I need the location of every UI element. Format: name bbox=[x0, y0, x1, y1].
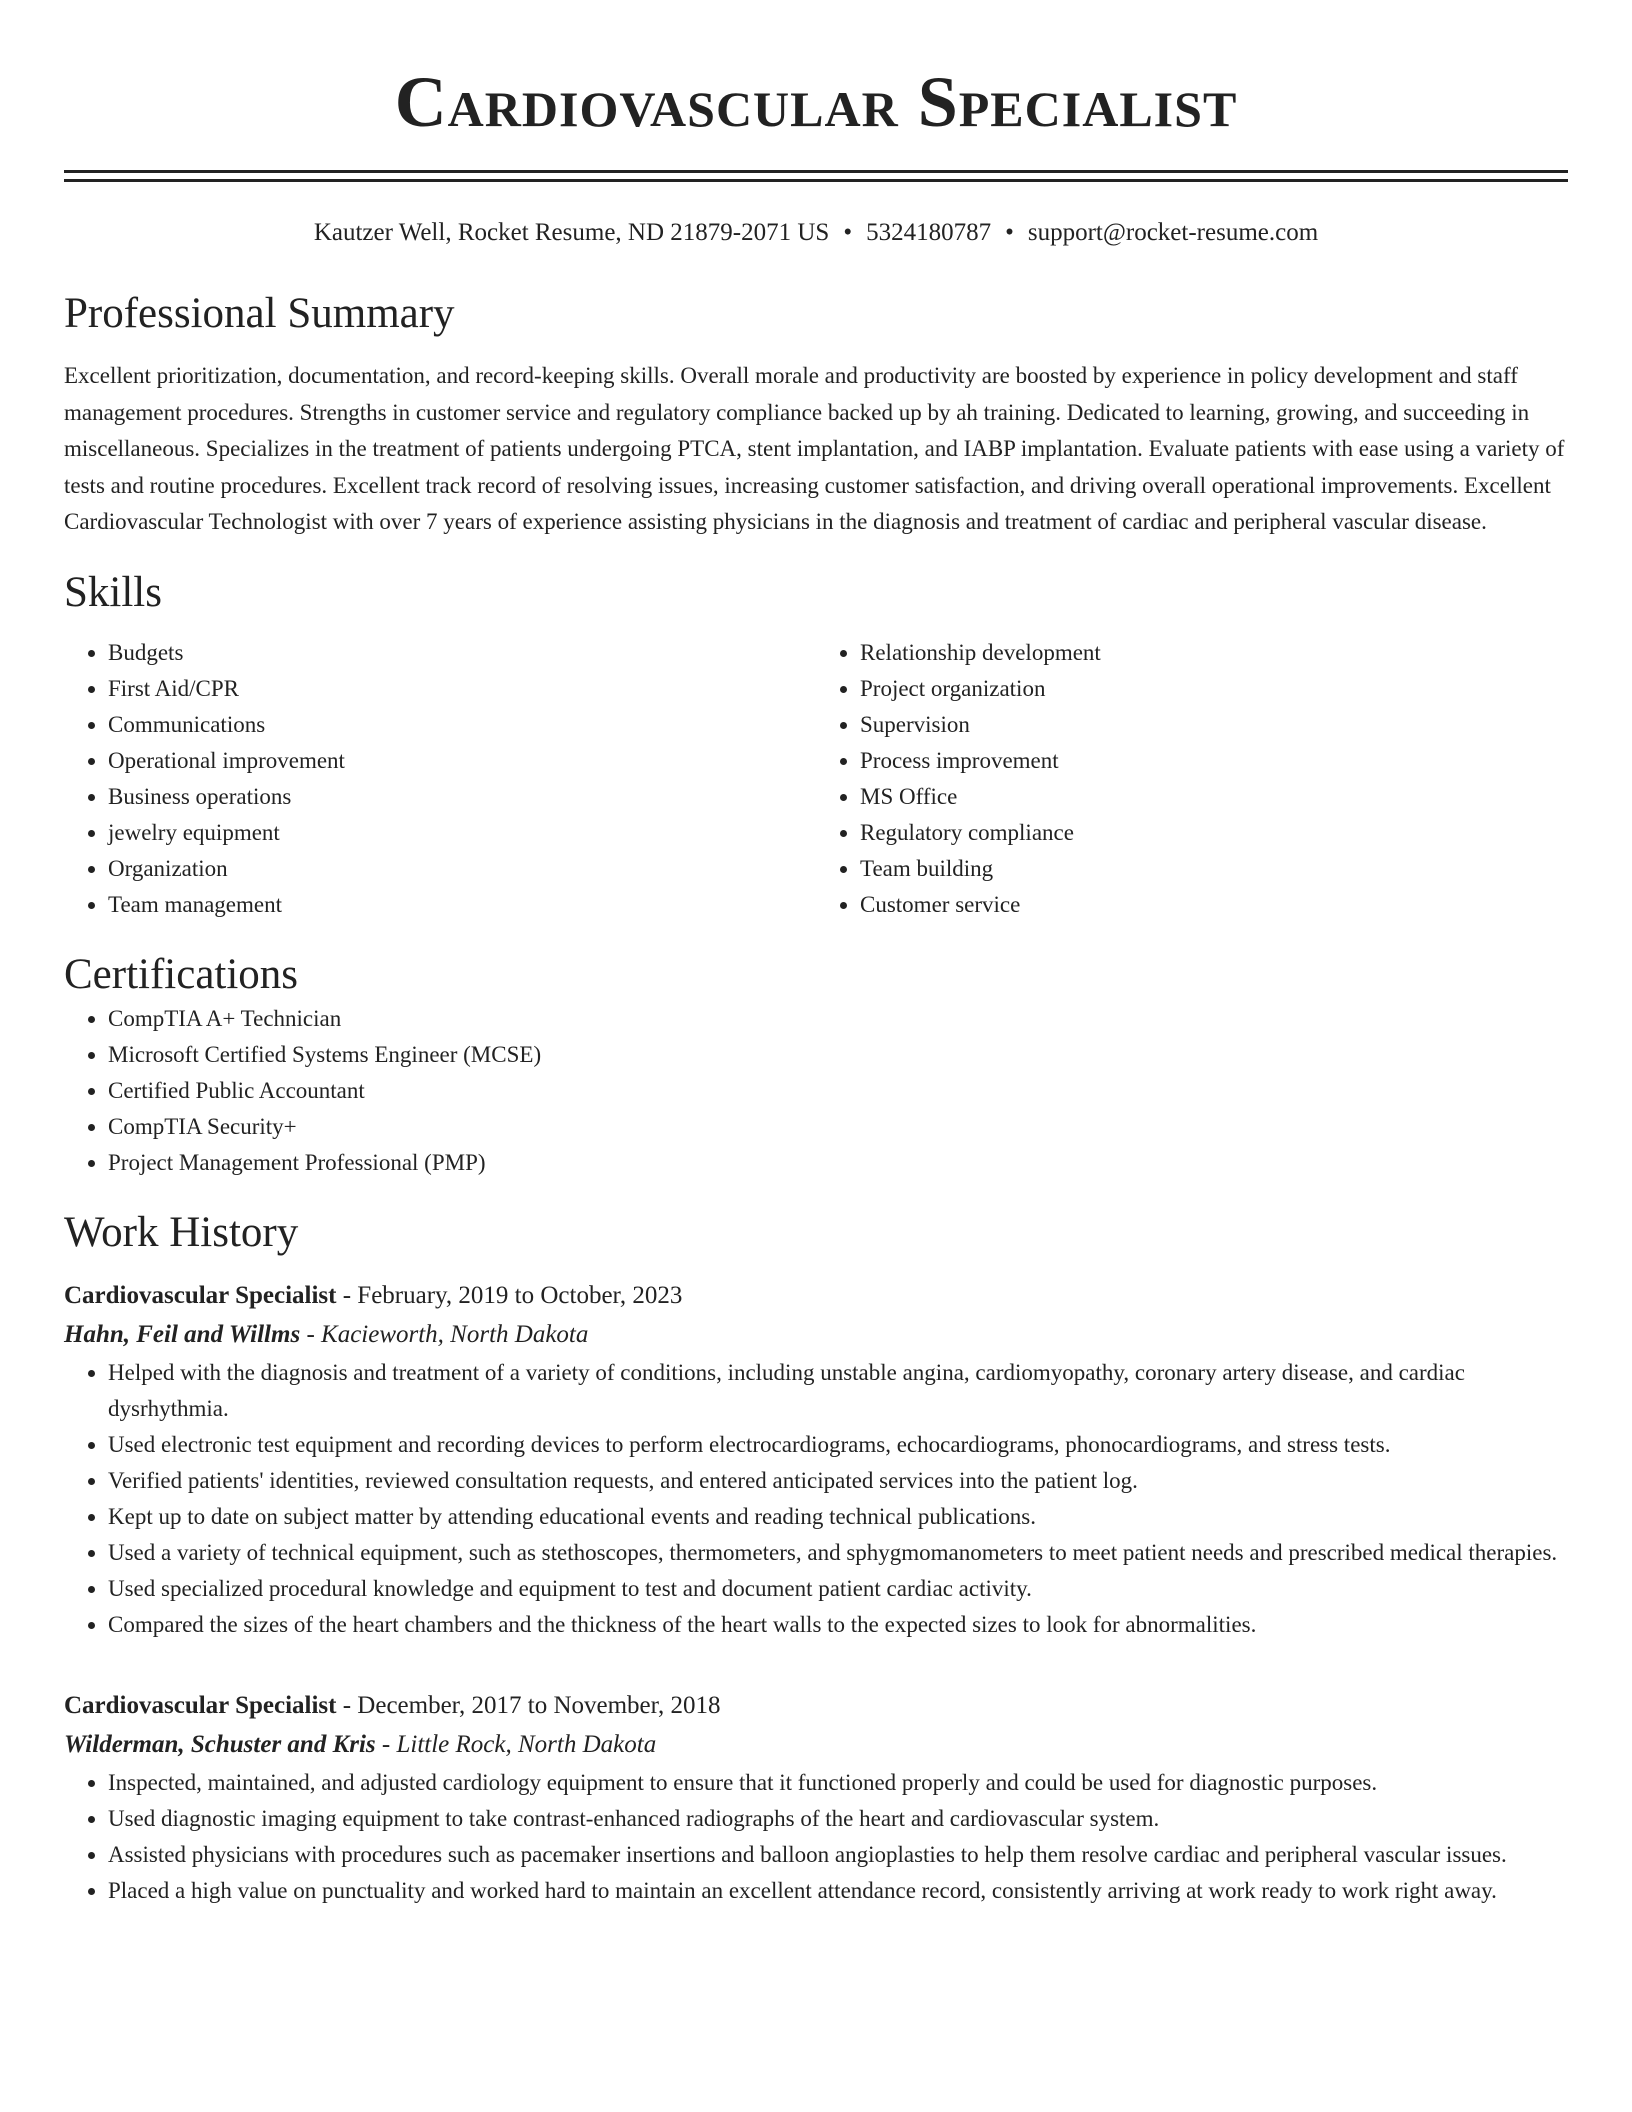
skill-item: • jewelry equipment bbox=[108, 815, 816, 851]
contact-phone: 5324180787 bbox=[866, 219, 992, 246]
certification-item: • Certified Public Accountant bbox=[108, 1073, 1568, 1109]
title-divider bbox=[64, 170, 1568, 182]
job-bullet: • Used diagnostic imaging equipment to take contrast-enhanced radiographs of the heart and cardiovascular system. bbox=[108, 1801, 1568, 1837]
job-bullet: • Used a variety of technical equipment, such as stethoscopes, thermometers, and sphygmomanometers to meet patient needs and prescribed medical therapies. bbox=[108, 1535, 1568, 1571]
resume-title: Cardiovascular Specialist bbox=[394, 62, 1238, 142]
skill-item: • Operational improvement bbox=[108, 743, 816, 779]
job-company-line bbox=[64, 1315, 1568, 1355]
job-dates: - February, 2019 to October, 2023 bbox=[336, 1281, 683, 1309]
skill-item: • Relationship development bbox=[860, 635, 1568, 671]
certification-item: • Microsoft Certified Systems Engineer (MCSE) bbox=[108, 1037, 1568, 1073]
job-bullet: • Helped with the diagnosis and treatment of a variety of conditions, including unstable angina, cardiomyopathy, coronary artery disease, and cardiac dysrhythmia. bbox=[108, 1355, 1568, 1427]
job-bullet: • Verified patients' identities, reviewed consultation requests, and entered anticipated services into the patient log. bbox=[108, 1463, 1568, 1499]
contact-email: support@rocket-resume.com bbox=[1027, 219, 1319, 246]
job-bullets bbox=[64, 1355, 1568, 1643]
skills-list-right bbox=[816, 635, 1568, 923]
skill-item: • Process improvement bbox=[860, 743, 1568, 779]
summary-heading: Professional Summary bbox=[64, 290, 455, 337]
job-company: Wilderman, Schuster and Kris bbox=[64, 1730, 376, 1758]
certifications-list bbox=[64, 1001, 1568, 1181]
skill-item: • Communications bbox=[108, 707, 816, 743]
contact-separator: • bbox=[1005, 219, 1014, 246]
certification-item: • CompTIA A+ Technician bbox=[108, 1001, 1568, 1037]
certification-item: • CompTIA Security+ bbox=[108, 1109, 1568, 1145]
job-entry bbox=[64, 1277, 1568, 1643]
skill-item: • Business operations bbox=[108, 779, 816, 815]
skills-list-left bbox=[64, 635, 816, 923]
job-title-line bbox=[64, 1277, 1568, 1315]
job-bullet: • Compared the sizes of the heart chambers and the thickness of the heart walls to the expected sizes to look for abnormalities. bbox=[108, 1607, 1568, 1643]
skill-item: • MS Office bbox=[860, 779, 1568, 815]
summary-text: Excellent prioritization, documentation, and record-keeping skills. Overall morale and productivity are boosted by experience in policy development and staff management procedures. Strengths in customer service and regulatory compliance backed up by ah training. Dedicated to learning, growing, and succeeding in miscellaneous. Specializes in the treatment of patients undergoing PTCA, stent implantation, and IABP implantation. Evaluate patients with ease using a variety of tests and routine procedures. Excellent track record of resolving issues, increasing customer satisfaction, and driving overall operational improvements. Excellent Cardiovascular Technologist with over 7 years of experience assisting physicians in the diagnosis and treatment of cardiac and peripheral vascular disease. bbox=[64, 363, 1565, 535]
skill-item: • Team management bbox=[108, 887, 816, 923]
job-bullet: • Used specialized procedural knowledge and equipment to test and document patient cardiac activity. bbox=[108, 1571, 1568, 1607]
job-dates: - December, 2017 to November, 2018 bbox=[336, 1691, 721, 1719]
job-bullets bbox=[64, 1765, 1568, 1909]
skill-item: • Team building bbox=[860, 851, 1568, 887]
job-bullet: • Used electronic test equipment and recording devices to perform electrocardiograms, echocardiograms, phonocardiograms, and stress tests. bbox=[108, 1427, 1568, 1463]
job-bullet: • Placed a high value on punctuality and worked hard to maintain an excellent attendance record, consistently arriving at work ready to work right away. bbox=[108, 1873, 1568, 1909]
job-location: - Kacieworth, North Dakota bbox=[300, 1320, 589, 1348]
contact-address: Kautzer Well, Rocket Resume, ND 21879-2071 US bbox=[313, 219, 830, 246]
skill-item: • Project organization bbox=[860, 671, 1568, 707]
skill-item: • Customer service bbox=[860, 887, 1568, 923]
job-bullet: • Kept up to date on subject matter by attending educational events and reading technical publications. bbox=[108, 1499, 1568, 1535]
skill-item: • Organization bbox=[108, 851, 816, 887]
certifications-heading: Certifications bbox=[64, 950, 299, 998]
job-company-line bbox=[64, 1725, 1568, 1765]
skill-item: • Supervision bbox=[860, 707, 1568, 743]
skills-columns bbox=[64, 635, 1568, 923]
job-title: Cardiovascular Specialist bbox=[64, 1281, 337, 1309]
job-location: - Little Rock, North Dakota bbox=[375, 1730, 657, 1758]
job-title: Cardiovascular Specialist bbox=[64, 1691, 337, 1719]
job-company: Hahn, Feil and Willms bbox=[64, 1320, 301, 1348]
job-bullet: • Inspected, maintained, and adjusted cardiology equipment to ensure that it functioned properly and could be used for diagnostic purposes. bbox=[108, 1765, 1568, 1801]
skills-heading: Skills bbox=[64, 568, 162, 616]
job-bullet: • Assisted physicians with procedures such as pacemaker insertions and balloon angioplasties to help them resolve cardiac and peripheral vascular issues. bbox=[108, 1837, 1568, 1873]
job-entry bbox=[64, 1687, 1568, 1909]
contact-line bbox=[64, 216, 1568, 250]
skill-item: • Budgets bbox=[108, 635, 816, 671]
certification-item: • Project Management Professional (PMP) bbox=[108, 1145, 1568, 1181]
skill-item: • Regulatory compliance bbox=[860, 815, 1568, 851]
skill-item: • First Aid/CPR bbox=[108, 671, 816, 707]
job-title-line bbox=[64, 1687, 1568, 1725]
contact-separator: • bbox=[843, 219, 853, 246]
work-history-heading: Work History bbox=[64, 1208, 299, 1256]
